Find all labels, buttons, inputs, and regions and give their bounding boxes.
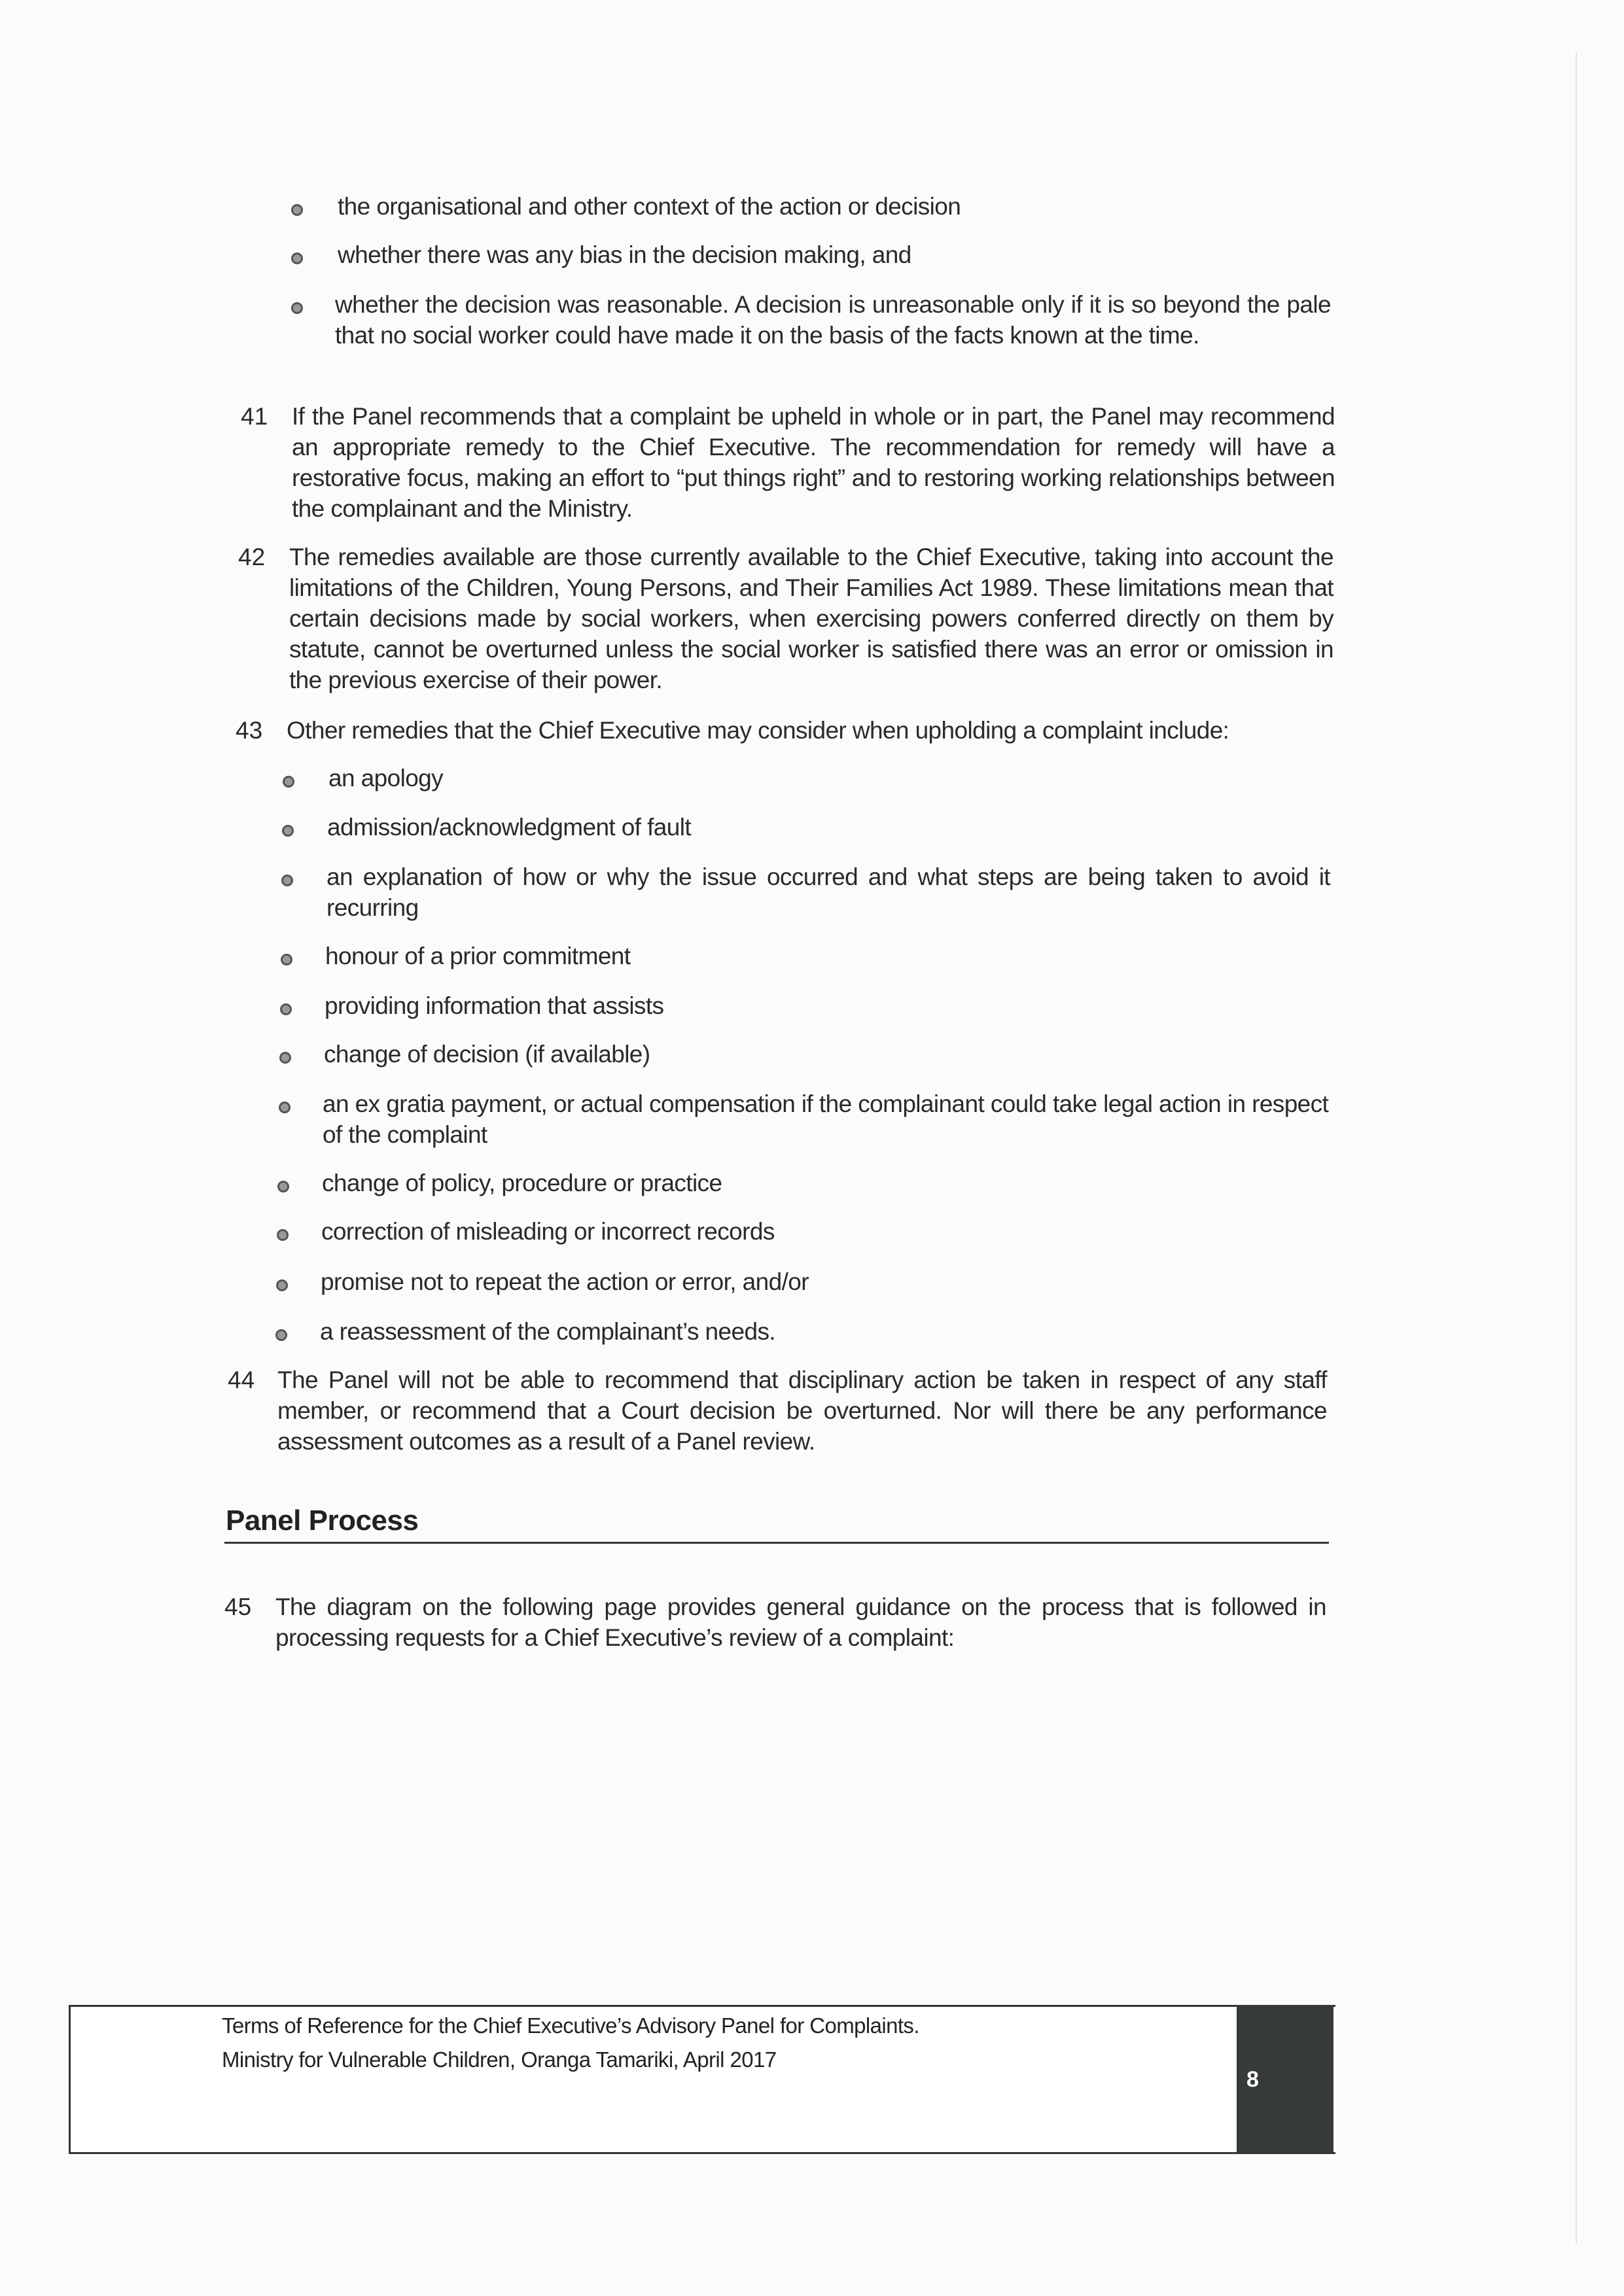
paragraph-number: 43 bbox=[236, 717, 263, 744]
paragraph-42: The remedies available are those currently available to the Chief Executive, taking into account the limitations of the Children, Young Persons, and Their Families Act 1989. These limitations mean that certain decisions made by social workers, when exercising powers conferred directly on them by statute, cannot be overturned unless the social worker is satisfied there was an error or omission in the previous exercise of their power. bbox=[289, 544, 1333, 693]
paragraph-number: 42 bbox=[238, 544, 266, 570]
remedy-item: honour of a prior commitment bbox=[325, 943, 631, 969]
bullet-icon bbox=[276, 1279, 288, 1291]
bullet-icon bbox=[281, 954, 292, 965]
remedy-item: promise not to repeat the action or error, and/or bbox=[321, 1268, 809, 1295]
remedy-item: providing information that assists bbox=[325, 992, 664, 1019]
footer-title: Terms of Reference for the Chief Executive’s Advisory Panel for Complaints. bbox=[222, 2013, 919, 2038]
bullet-icon bbox=[275, 1329, 287, 1341]
paragraph-41: If the Panel recommends that a complaint be upheld in whole or in part, the Panel may recommend an appropriate remedy to the Chief Executive. The recommendation for remedy will have a restorative focus, making an effort to “put things right” and to restoring working relationships between the complainant and the Ministry. bbox=[292, 403, 1335, 522]
context-bullet: whether there was any bias in the decision making, and bbox=[338, 241, 911, 268]
remedy-item: an ex gratia payment, or actual compensation if the complainant could take legal action in respect of the complaint bbox=[323, 1090, 1329, 1148]
bullet-icon bbox=[277, 1181, 289, 1192]
remedy-item: correction of misleading or incorrect records bbox=[321, 1218, 775, 1245]
paragraph-45: The diagram on the following page provides general guidance on the process that is followed in processing requests for a Chief Executive’s review of a complaint: bbox=[275, 1593, 1326, 1651]
context-bullet: whether the decision was reasonable. A decision is unreasonable only if it is so beyond the pale that no social worker could have made it on the basis of the facts known at the time. bbox=[335, 291, 1331, 349]
heading-rule bbox=[224, 1542, 1329, 1544]
bullet-icon bbox=[281, 875, 293, 886]
footer-subtitle: Ministry for Vulnerable Children, Oranga Tamariki, April 2017 bbox=[222, 2047, 777, 2072]
context-bullet: the organisational and other context of the action or decision bbox=[338, 193, 961, 220]
paragraph-43: Other remedies that the Chief Executive may consider when upholding a complaint include: bbox=[287, 717, 1229, 744]
remedy-item: an explanation of how or why the issue occurred and what steps are being taken to avoid it recurring bbox=[327, 863, 1330, 921]
paragraph-number: 45 bbox=[224, 1593, 252, 1620]
bullet-icon bbox=[283, 776, 294, 788]
remedy-item: a reassessment of the complainant’s needs. bbox=[320, 1318, 776, 1345]
remedy-item: admission/acknowledgment of fault bbox=[327, 814, 692, 841]
bullet-icon bbox=[280, 1003, 292, 1015]
page-number: 8 bbox=[1246, 2067, 1259, 2092]
paragraph-number: 44 bbox=[228, 1366, 255, 1393]
section-heading: Panel Process bbox=[226, 1505, 419, 1537]
bullet-icon bbox=[291, 204, 303, 216]
paragraph-44: The Panel will not be able to recommend that disciplinary action be taken in respect of any staff member, or recommend that a Court decision be overturned. Nor will there be any performance assessment outcomes as a result of a Panel review. bbox=[277, 1366, 1327, 1455]
bullet-icon bbox=[279, 1102, 291, 1113]
remedy-item: change of decision (if available) bbox=[324, 1041, 650, 1068]
bullet-icon bbox=[291, 252, 303, 264]
paragraph-number: 41 bbox=[241, 403, 268, 430]
bullet-icon bbox=[277, 1229, 289, 1241]
page-edge bbox=[1576, 52, 1577, 2244]
remedy-item: an apology bbox=[328, 765, 444, 791]
remedy-item: change of policy, procedure or practice bbox=[322, 1170, 722, 1196]
bullet-icon bbox=[282, 825, 294, 837]
bullet-icon bbox=[291, 302, 303, 314]
bullet-icon bbox=[279, 1052, 291, 1064]
